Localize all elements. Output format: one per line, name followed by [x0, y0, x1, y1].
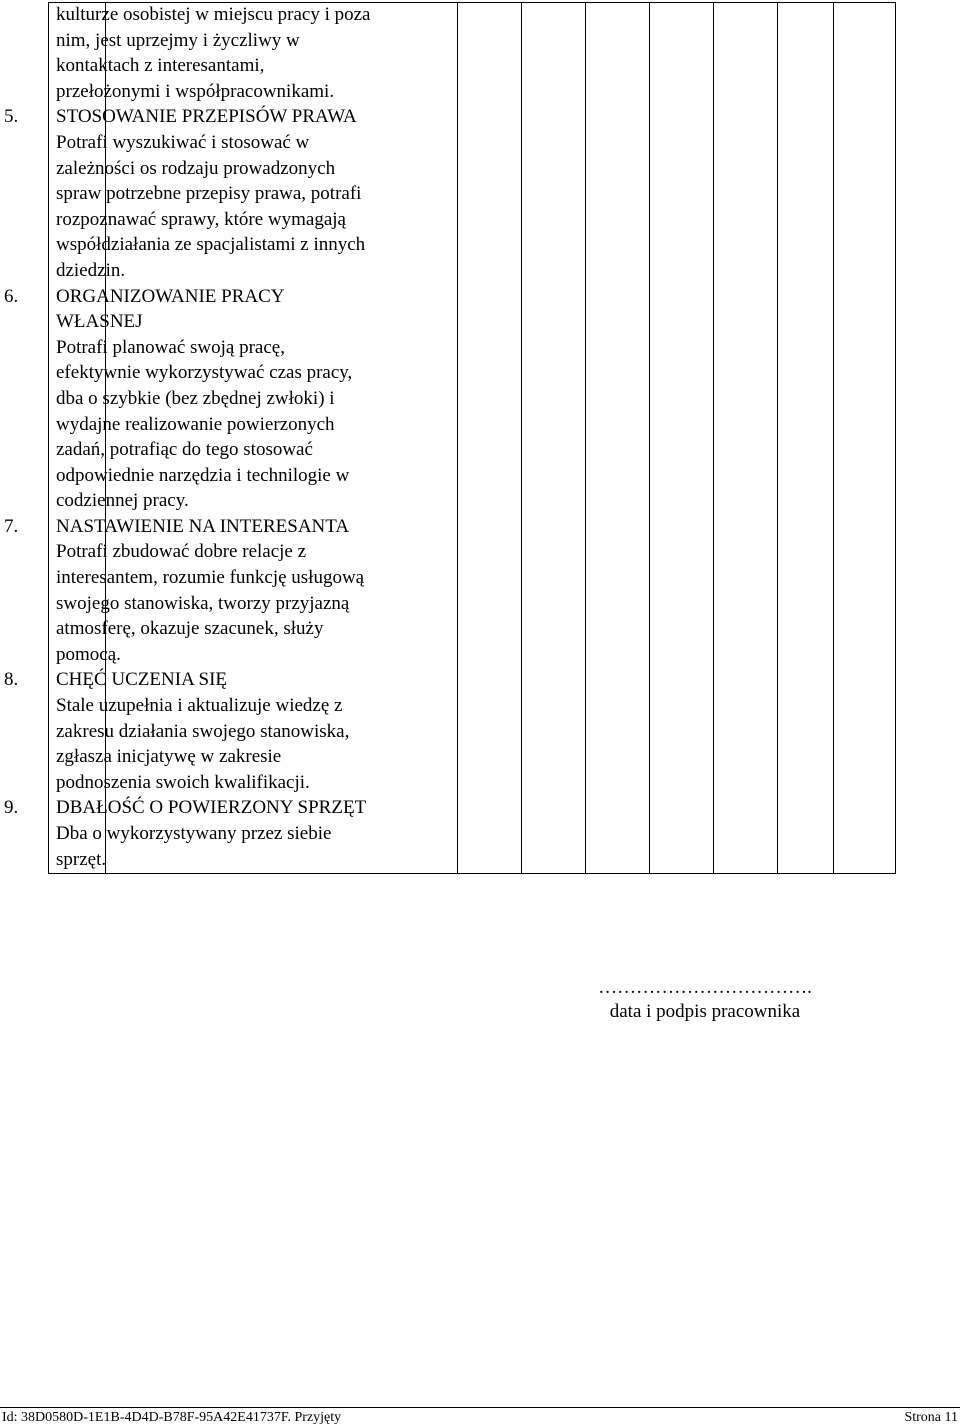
text-line: Potrafi wyszukiwać i stosować w: [56, 131, 310, 153]
text-line: Potrafi zbudować dobre relacje z: [56, 541, 307, 563]
text-line: współdziałania ze spacjalistami z innych: [56, 234, 366, 256]
table-column-divider: [777, 3, 778, 873]
signature-block: [560, 976, 850, 1024]
table-column-divider: [833, 3, 834, 873]
intro-continuation: [56, 2, 456, 104]
signature-label: data i podpis pracownika: [609, 1001, 801, 1022]
criteria-text-column: [4, 2, 456, 872]
document-id: Id: 38D0580D-1E1B-4D4D-B78F-95A42E41737F. Przyjęty: [2, 1410, 342, 1425]
criterion-number: 5.: [4, 106, 19, 128]
text-line: zależności os rodzaju prowadzonych: [56, 157, 336, 179]
text-line: pomocą.: [56, 643, 121, 665]
criterion-heading: CHĘĆ UCZENIA SIĘ: [56, 669, 227, 691]
text-line: interesantem, rozumie funkcję usługową: [56, 567, 365, 589]
criterion-number: 9.: [4, 797, 19, 819]
text-line: spraw potrzebne przepisy prawa, potrafi: [56, 183, 362, 205]
text-line: atmosferę, okazuje szacunek, służy: [56, 618, 324, 640]
criterion-8: [4, 667, 456, 795]
text-line: odpowiednie narzędzia i technilogie w: [56, 464, 350, 486]
criterion-number: 8.: [4, 669, 19, 691]
criterion-7: [4, 514, 456, 668]
criterion-heading: STOSOWANIE PRZEPISÓW PRAWA: [56, 106, 357, 128]
criterion-heading: WŁASNEJ: [56, 311, 143, 333]
text-line: efektywnie wykorzystywać czas pracy,: [56, 362, 353, 384]
text-line: dba o szybkie (bez zbędnej zwłoki) i: [56, 387, 335, 409]
text-line: przełożonymi i współpracownikami.: [56, 80, 335, 102]
table-column-divider: [457, 3, 458, 873]
text-line: podnoszenia swoich kwalifikacji.: [56, 771, 310, 793]
text-line: sprzęt.: [56, 848, 107, 870]
table-column-divider: [521, 3, 522, 873]
page-footer: [0, 1407, 960, 1428]
text-line: kontaktach z interesantami,: [56, 55, 265, 77]
text-line: Potrafi planować swoją pracę,: [56, 336, 285, 358]
table-column-divider: [585, 3, 586, 873]
criterion-number: 6.: [4, 285, 19, 307]
criterion-number: 7.: [4, 515, 19, 537]
text-line: zgłasza inicjatywę w zakresie: [56, 746, 282, 768]
text-line: nim, jest uprzejmy i życzliwy w: [56, 29, 300, 51]
criterion-9: [4, 795, 456, 872]
text-line: codziennej pracy.: [56, 490, 189, 512]
text-line: Dba o wykorzystywany przez siebie: [56, 823, 332, 844]
criterion-heading: ORGANIZOWANIE PRACY: [56, 285, 285, 307]
text-line: swojego stanowiska, tworzy przyjazną: [56, 592, 350, 614]
text-line: wydajne realizowanie powierzonych: [56, 413, 335, 435]
text-line: zadań, potrafiąc do tego stosować: [56, 439, 313, 461]
text-line: Stale uzupełnia i aktualizuje wiedzę z: [56, 695, 343, 717]
text-line: dziedzin.: [56, 259, 126, 281]
text-line: kulturze osobistej w miejscu pracy i poza: [56, 4, 371, 25]
text-line: rozpoznawać sprawy, które wymagają: [56, 208, 346, 230]
text-line: zakresu działania swojego stanowiska,: [56, 720, 350, 742]
criterion-5: [4, 104, 456, 283]
signature-dotted-line: …………………………….: [598, 977, 812, 998]
page-number: Strona 11: [904, 1410, 958, 1425]
table-column-divider: [713, 3, 714, 873]
criterion-heading: DBAŁOŚĆ O POWIERZONY SPRZĘT: [56, 797, 367, 819]
criterion-heading: NASTAWIENIE NA INTERESANTA: [56, 515, 350, 537]
criterion-6: [4, 284, 456, 514]
table-column-divider: [649, 3, 650, 873]
